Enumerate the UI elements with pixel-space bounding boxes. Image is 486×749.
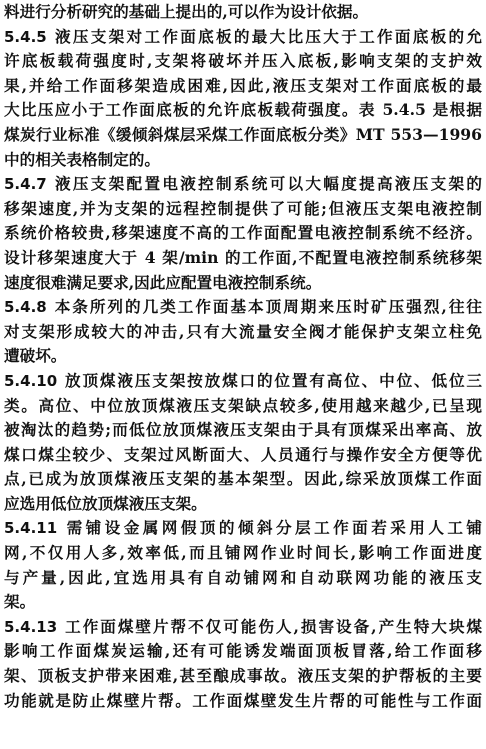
clause-text: 工作面煤壁片帮不仅可能伤人,损害设备,产生特大块煤 [63, 616, 482, 636]
text-line: 与产量,因此,宜选用具有自动铺网和自动联网功能的液压支 [4, 567, 482, 587]
clause-text: 液压支架对工作面底板的最大比压大于工作面底板的允 [52, 26, 482, 46]
text-line: 煤炭行业标准《缓倾斜煤层采煤工作面底板分类》MT 553—1996 [4, 124, 482, 144]
text-line [4, 25, 482, 50]
text-line: 点,已成为放顶煤液压支架的基本架型。因此,综采放顶煤工作面 [4, 469, 482, 489]
clause-5-4-10 [4, 369, 482, 517]
clause-5-4-5 [4, 25, 482, 173]
text-line: 煤口煤尘较少、支架过风断面大、人员通行与操作安全方便等优 [4, 444, 482, 464]
text-line: 系统价格较贵,移架速度不高的工作面配置电液控制系统不经济。 [4, 223, 482, 243]
text-line [4, 369, 482, 394]
clause-5-4-7 [4, 172, 482, 295]
text-line: 对支架形成较大的冲击,只有大流量安全阀才能保护支架立柱免 [4, 321, 482, 341]
clause-number: 5.4.13 [4, 617, 58, 636]
clause-number: 5.4.5 [4, 27, 47, 46]
clause-number: 5.4.8 [4, 298, 47, 317]
text-line: 类。高位、中位放顶煤液压支架缺点较多,使用越来越少,已呈现 [4, 395, 482, 415]
text-line: 网,不仅用人多,效率低,而且铺网作业时间长,影响工作面进度 [4, 543, 482, 563]
clause-text: 本条所列的几类工作面基本顶周期来压时矿压强烈,往往 [52, 297, 482, 317]
text-line: 速度很难满足要求,因此应配置电液控制系统。 [4, 272, 322, 292]
text-line: 移架速度,并为支架的远程控制提供了可能;但液压支架电液控制 [4, 198, 482, 218]
text-line: 遭破坏。 [4, 346, 67, 366]
text-line: 料进行分析研究的基础上提出的,可以作为设计依据。 [4, 2, 369, 21]
text-line: 设计移架速度大于 4 架/min 的工作面,不配置电液控制系统移架 [4, 247, 482, 267]
text-line: 架。 [4, 592, 36, 612]
clause-text: 液压支架配置电液控制系统可以大幅度提高液压支架的 [52, 174, 482, 194]
text-line: 应选用低位放顶煤液压支架。 [4, 493, 207, 513]
text-line [4, 295, 482, 320]
text-line [4, 172, 482, 197]
text-line: 被淘汰的趋势;而低位放顶煤液压支架由于具有顶煤采出率高、放 [4, 420, 482, 440]
clause-number: 5.4.11 [4, 519, 58, 538]
clause-text: 需铺设金属网假顶的倾斜分层工作面若采用人工铺 [63, 518, 482, 538]
text-line: 许底板载荷强度时,支架将破坏并压入底板,影响支架的支护效 [4, 51, 482, 71]
text-line [4, 615, 482, 640]
clause-number: 5.4.10 [4, 371, 58, 390]
text-line: 影响工作面煤炭运输,还有可能诱发端面顶板冒落,给工作面移 [4, 641, 482, 661]
clause-5-4-13 [4, 615, 482, 713]
clause-5-4-11 [4, 516, 482, 614]
clause-text: 放顶煤液压支架按放煤口的位置有高位、中位、低位三 [63, 370, 482, 390]
clause-number: 5.4.7 [4, 175, 47, 194]
text-line: 大比压应小于工作面底板的允许底板载荷强度。表 5.4.5 是根据 [4, 100, 482, 120]
document-page [4, 0, 482, 713]
clause-5-4-8 [4, 295, 482, 369]
text-line: 果,并给工作面移架造成困难,因此,液压支架对工作面底板的最 [4, 75, 482, 95]
text-line [4, 516, 482, 541]
text-line: 架、顶板支护带来困难,甚至酿成事故。液压支架的护帮板的主要 [4, 666, 482, 686]
text-line: 中的相关表格制定的。 [4, 149, 160, 169]
text-line: 功能就是防止煤壁片帮。工作面煤壁发生片帮的可能性与工作面 [4, 690, 482, 710]
